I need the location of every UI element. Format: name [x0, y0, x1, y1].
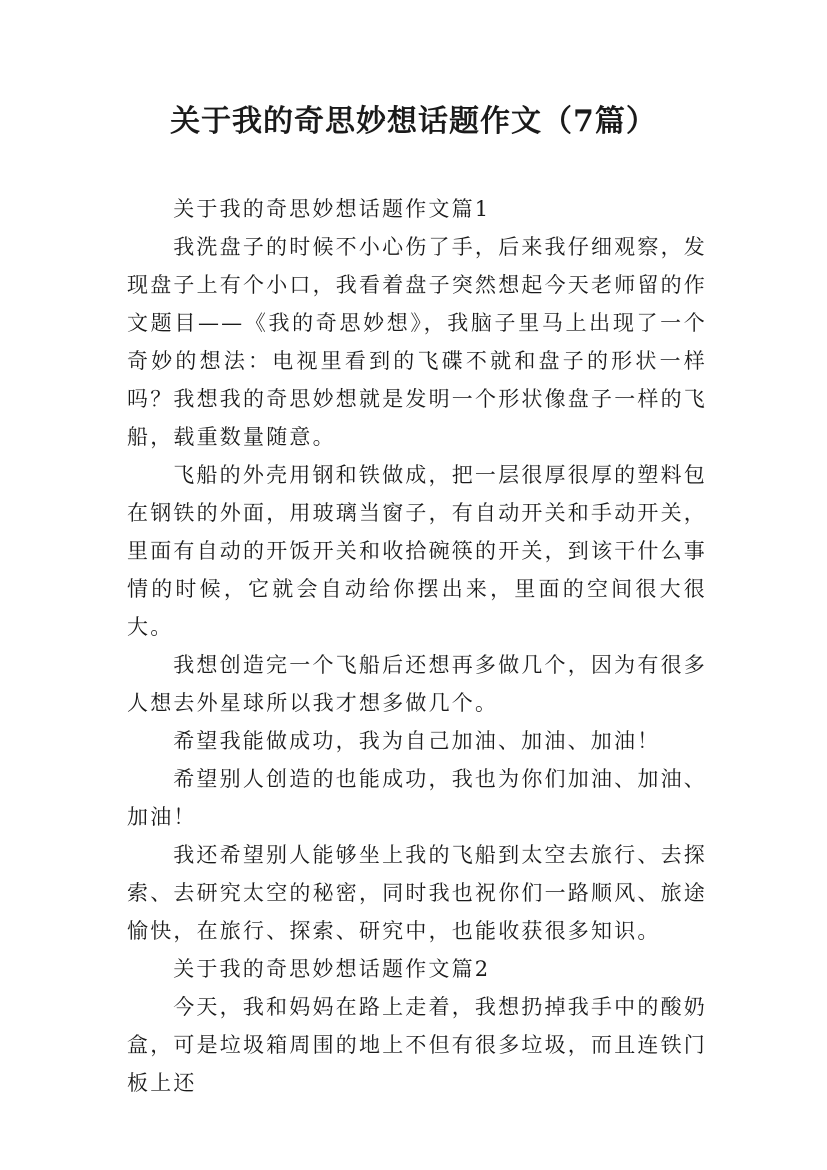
paragraph: 我想创造完一个飞船后还想再多做几个，因为有很多人想去外星球所以我才想多做几个。 [127, 653, 707, 715]
paragraph: 我还希望别人能够坐上我的飞船到太空去旅行、去探索、去研究太空的秘密，同时我也祝你们一路顺风、旅途愉快，在旅行、探索、研究中，也能收获很多知识。 [127, 843, 707, 943]
section-heading: 关于我的奇思妙想话题作文篇2 [173, 957, 491, 981]
paragraph: 我洗盘子的时候不小心伤了手，后来我仔细观察，发现盘子上有个小口，我看着盘子突然想起今天老师留的作文题目——《我的奇思妙想》，我脑子里马上出现了一个奇妙的想法：电视里看到的飞碟不就和盘子的形状一样吗？我想我的奇思妙想就是发明一个形状像盘子一样的飞船，载重数量随意。 [127, 235, 707, 449]
paragraph: 今天，我和妈妈在路上走着，我想扔掉我手中的酸奶盒，可是垃圾箱周围的地上不但有很多垃圾，而且连铁门板上还 [127, 995, 707, 1095]
paragraph: 希望别人创造的也能成功，我也为你们加油、加油、加油！ [127, 767, 707, 829]
section-heading: 关于我的奇思妙想话题作文篇1 [173, 197, 491, 221]
paragraph: 希望我能做成功，我为自己加油、加油、加油！ [173, 729, 661, 753]
paragraph: 飞船的外壳用钢和铁做成，把一层很厚很厚的塑料包在钢铁的外面，用玻璃当窗子，有自动开关和手动开关，里面有自动的开饭开关和收拾碗筷的开关，到该干什么事情的时候，它就会自动给你摆出来，里面的空间很大很大。 [127, 463, 707, 639]
document-title: 关于我的奇思妙想话题作文（7篇） [170, 104, 657, 139]
document-body [127, 190, 707, 1102]
